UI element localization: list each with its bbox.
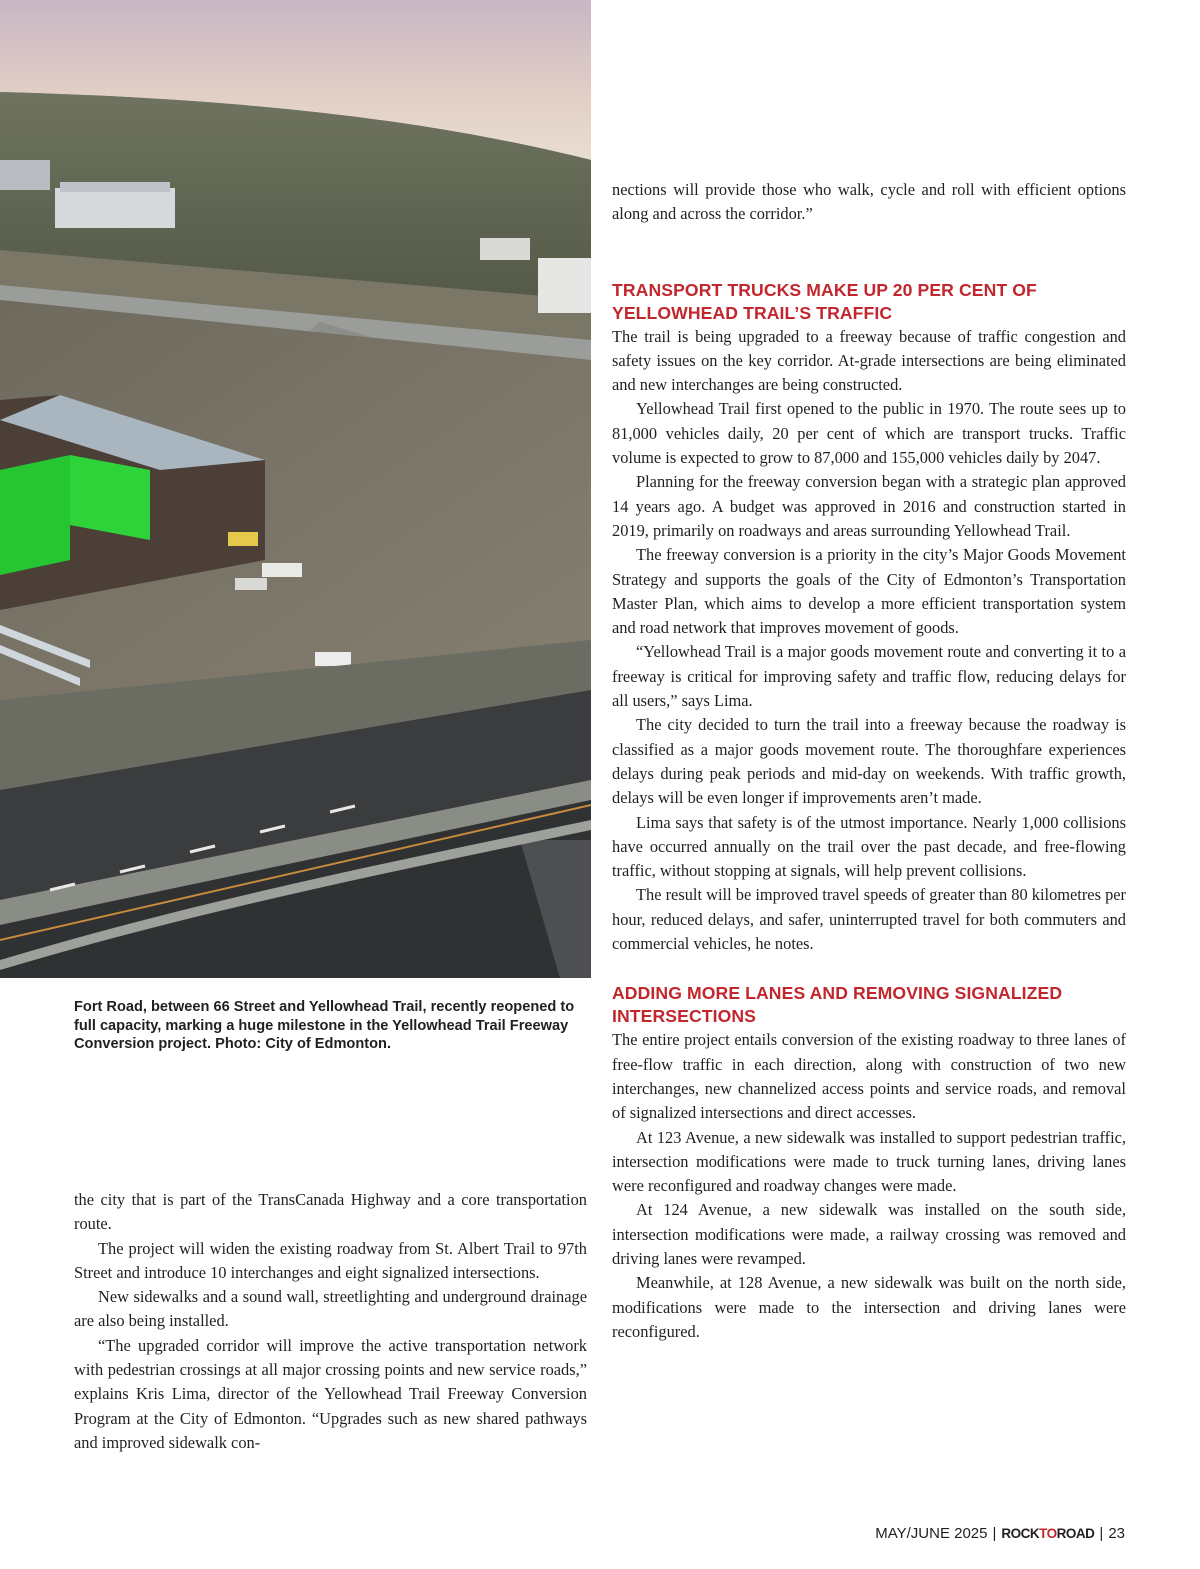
left-column [74,1188,587,1455]
paragraph: The entire project entails conversion of the existing roadway to three lanes of free-flow traffic in each direction, along with construction of two new interchanges, new channelized access points and service roads, and removal of signalized intersections and direct accesses. [612,1030,1126,1123]
footer-separator: | [992,1524,997,1542]
paragraph: Planning for the freeway conversion began with a strategic plan approved 14 years ago. A budget was approved in 2016 and construction started in 2019, primarily on roadways and areas surrounding Yellowhead Trail. [612,472,1126,540]
logo-part: TO [1039,1525,1057,1541]
section-heading: ADDING MORE LANES AND REMOVING SIGNALIZED INTERSECTIONS [612,983,1063,1027]
paragraph: “The upgraded corridor will improve the active transportation network with pedestrian crossings at all major crossing points and new service roads,” explains Kris Lima, director of the Yellowhead Trail Freeway Conversion Program at the City of Edmonton. “Upgrades such as new shared pathways and improved sidewalk con- [74,1335,587,1452]
right-column [612,178,1126,1344]
logo-part: ROAD [1056,1525,1095,1541]
paragraph: Lima says that safety is of the utmost importance. Nearly 1,000 collisions have occurred annually on the trail over the past decade, and free-flowing traffic, without stopping at signals, will help prevent collisions. [612,812,1126,881]
issue-date: MAY/JUNE 2025 [875,1524,988,1542]
paragraph: The result will be improved travel speeds of greater than 80 kilometres per hour, reduced delays, and safer, uninterrupted travel for both commuters and commercial vehicles, he notes. [612,885,1126,954]
paragraph: At 124 Avenue, a new sidewalk was installed on the south side, intersection modifications were made, a railway crossing was removed and driving lanes were revamped. [612,1200,1126,1268]
paragraph: The trail is being upgraded to a freeway because of traffic congestion and safety issues on the key corridor. At-grade intersections are being eliminated and new interchanges are being constructed. [612,326,1126,395]
paragraph: The project will widen the existing roadway from St. Albert Trail to 97th Street and introduce 10 interchanges and eight signalized intersections. [74,1238,587,1282]
paragraph: nections will provide those who walk, cycle and roll with efficient options along and across the corridor.” [612,180,1126,224]
paragraph: The freeway conversion is a priority in the city’s Major Goods Movement Strategy and supports the goals of the City of Edmonton’s Transportation Master Plan, which aims to develop a more efficient transportation system and road network that improves movement of goods. [612,545,1126,638]
photo-caption: Fort Road, between 66 Street and Yellowhead Trail, recently reopened to full capacity, marking a huge milestone in the Yellowhead Trail Freeway Conversion project. Photo: City of Edmonton. [74,999,575,1053]
paragraph: “Yellowhead Trail is a major goods movement route and converting it to a freeway is critical for improving safety and traffic flow, reducing delays for all users,” says Lima. [612,642,1126,711]
paragraph: Meanwhile, at 128 Avenue, a new sidewalk was built on the north side, modifications were made to the intersection and driving lanes were reconfigured. [612,1273,1126,1341]
section-heading: TRANSPORT TRUCKS MAKE UP 20 PER CENT OF YELLOWHEAD TRAIL’S TRAFFIC [612,279,1037,323]
paragraph: The city decided to turn the trail into a freeway because the roadway is classified as a major goods movement route. The thoroughfare experiences delays during peak periods and mid-day on weekends. With traffic growth, delays will be even longer if improvements aren’t made. [612,715,1126,808]
paragraph: At 123 Avenue, a new sidewalk was installed to support pedestrian traffic, intersection modifications were made to truck turning lanes, driving lanes were reconfigured and roadway changes were made. [612,1127,1126,1196]
paragraph: Yellowhead Trail first opened to the public in 1970. The route sees up to 81,000 vehicles daily, 20 per cent of which are transport trucks. Traffic volume is expected to grow to 87,000 and 155,000 vehicles daily by 2047. [612,399,1126,468]
logo-part: ROCK [1001,1525,1040,1541]
paragraph: New sidewalks and a sound wall, streetlighting and underground drainage are also being installed. [74,1287,587,1331]
magazine-logo [1001,1526,1094,1541]
paragraph: the city that is part of the TransCanada Highway and a core transportation route. [74,1190,587,1234]
footer-separator: | [1099,1524,1104,1542]
page-number: 23 [1108,1524,1125,1542]
aerial-construction-photo [0,0,591,978]
page-footer [875,1520,1125,1546]
